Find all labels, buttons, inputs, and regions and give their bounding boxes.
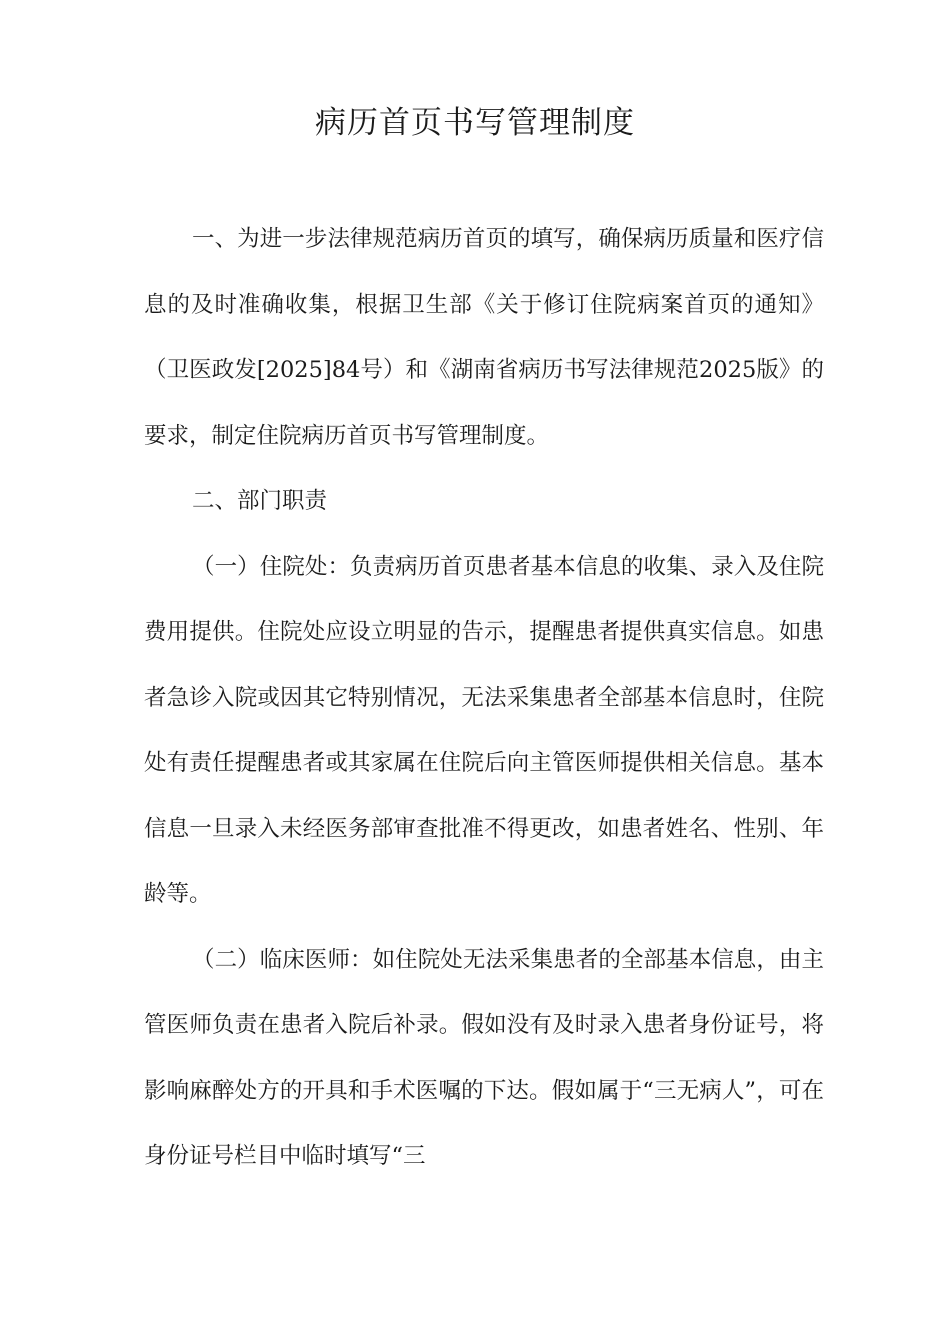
- paragraph-purpose: 一、为进一步法律规范病历首页的填写，确保病历质量和医疗信息的及时准确收集，根据卫生部《关于修订住院病案首页的通知》（卫医政发[2025]84号）和《湖南省病历书写法律规范2025版》的要求，制定住院病历首页书写管理制度。: [144, 226, 824, 449]
- paragraph-admission-office: （一）住院处：负责病历首页患者基本信息的收集、录入及住院费用提供。住院处应设立明显的告示，提醒患者提供真实信息。如患者急诊入院或因其它特别情况，无法采集患者全部基本信息时，住院处有责任提醒患者或其家属在住院后向主管医师提供相关信息。基本信息一旦录入未经医务部审查批准不得更改，如患者姓名、性别、年龄等。: [144, 553, 824, 907]
- document-body: [144, 207, 824, 1190]
- document-title: 病历首页书写管理制度: [315, 105, 635, 141]
- section-heading-department-duties: 二、部门职责: [192, 488, 328, 514]
- paragraph-clinical-physician: （二）临床医师：如住院处无法采集患者的全部基本信息，由主管医师负责在患者入院后补录。假如没有及时录入患者身份证号，将影响麻醉处方的开具和手术医嘱的下达。假如属于“三无病人”，可在身份证号栏目中临时填写“三: [144, 946, 824, 1169]
